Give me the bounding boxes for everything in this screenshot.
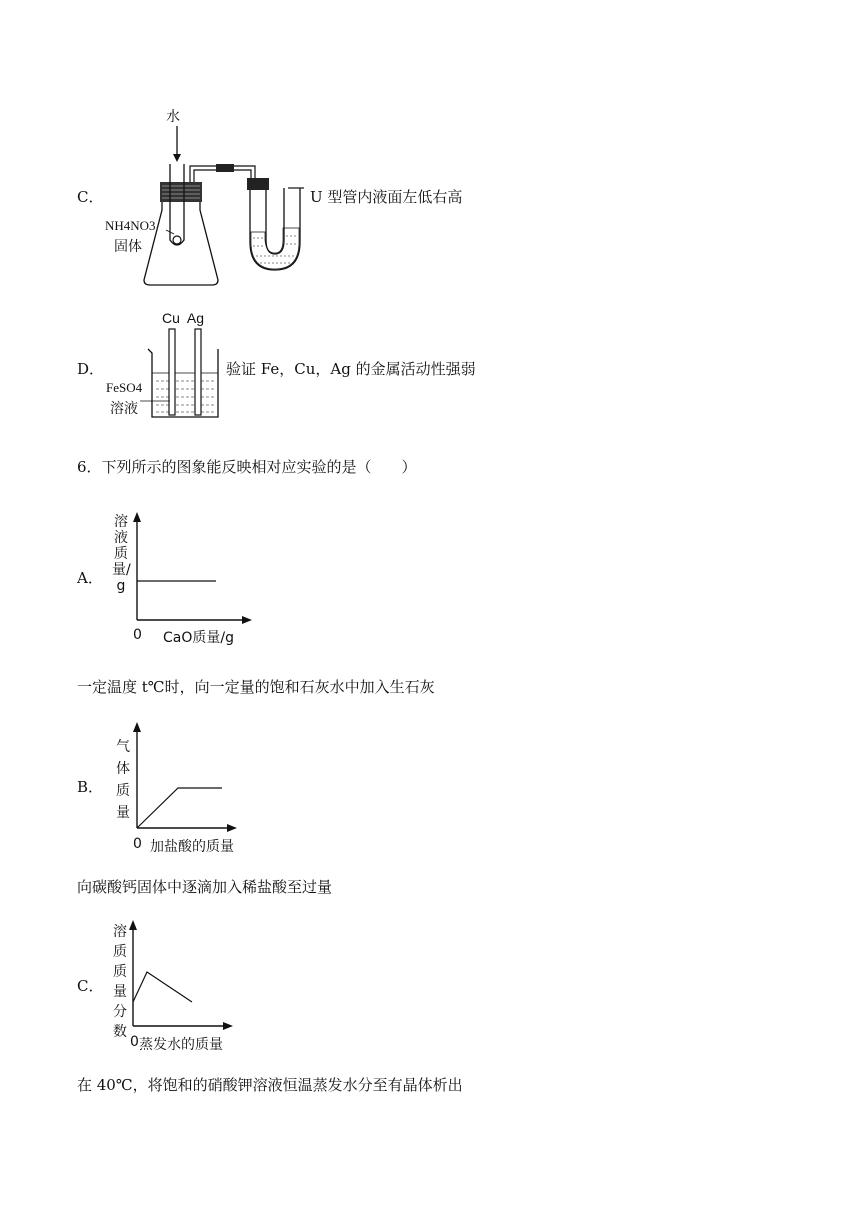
graph-a-chart (130, 512, 260, 624)
graph-b-origin: 0 (133, 836, 142, 852)
graph-c-xlabel: 蒸发水的质量 (139, 1037, 223, 1053)
feso4-formula: FeSO4 (106, 380, 143, 395)
graph-c-chart (126, 918, 256, 1030)
option-c-label: C． (77, 188, 104, 206)
graph-c-ylabel: 溶质质量分数 (113, 924, 127, 1040)
graph-a-label: A． (77, 569, 103, 587)
graph-c-origin: 0 (130, 1034, 139, 1050)
solution-label: 溶液 (110, 401, 138, 417)
graph-b-series-line (137, 788, 222, 828)
metals-label: Cu Ag (162, 310, 205, 326)
graph-b-caption: 向碳酸钙固体中逐滴加入稀盐酸至过量 (77, 878, 333, 896)
solid-label: 固体 (114, 239, 142, 255)
graph-a-ylabel: 溶液质量/g (112, 514, 131, 594)
nh4no3-formula: NH4NO3 (105, 218, 156, 233)
graph-b-xlabel: 加盐酸的质量 (150, 839, 234, 855)
question-6-stem: 6．下列所示的图象能反映相对应实验的是（ ） (77, 458, 417, 476)
beaker-diagram (140, 325, 230, 425)
option-d-caption: 验证 Fe，Cu，Ag 的金属活动性强弱 (226, 360, 476, 378)
option-c-caption: U 型管内液面左低右高 (310, 188, 463, 206)
nh4no3-apparatus-diagram (100, 120, 320, 290)
graph-a-origin: 0 (133, 627, 142, 643)
graph-a-xlabel: CaO质量/g (163, 630, 234, 646)
graph-b-chart (130, 722, 260, 834)
graph-a-caption: 一定温度 t℃时，向一定量的饱和石灰水中加入生石灰 (77, 678, 435, 696)
graph-c-caption: 在 40℃，将饱和的硝酸钾溶液恒温蒸发水分至有晶体析出 (77, 1076, 463, 1094)
graph-b-ylabel: 气体质量 (116, 739, 130, 821)
graph-b-label: B． (77, 778, 104, 796)
water-label: 水 (166, 109, 180, 125)
graph-c-label: C． (77, 977, 104, 995)
option-d-label: D． (77, 360, 105, 378)
graph-c-series-line (133, 972, 192, 1002)
